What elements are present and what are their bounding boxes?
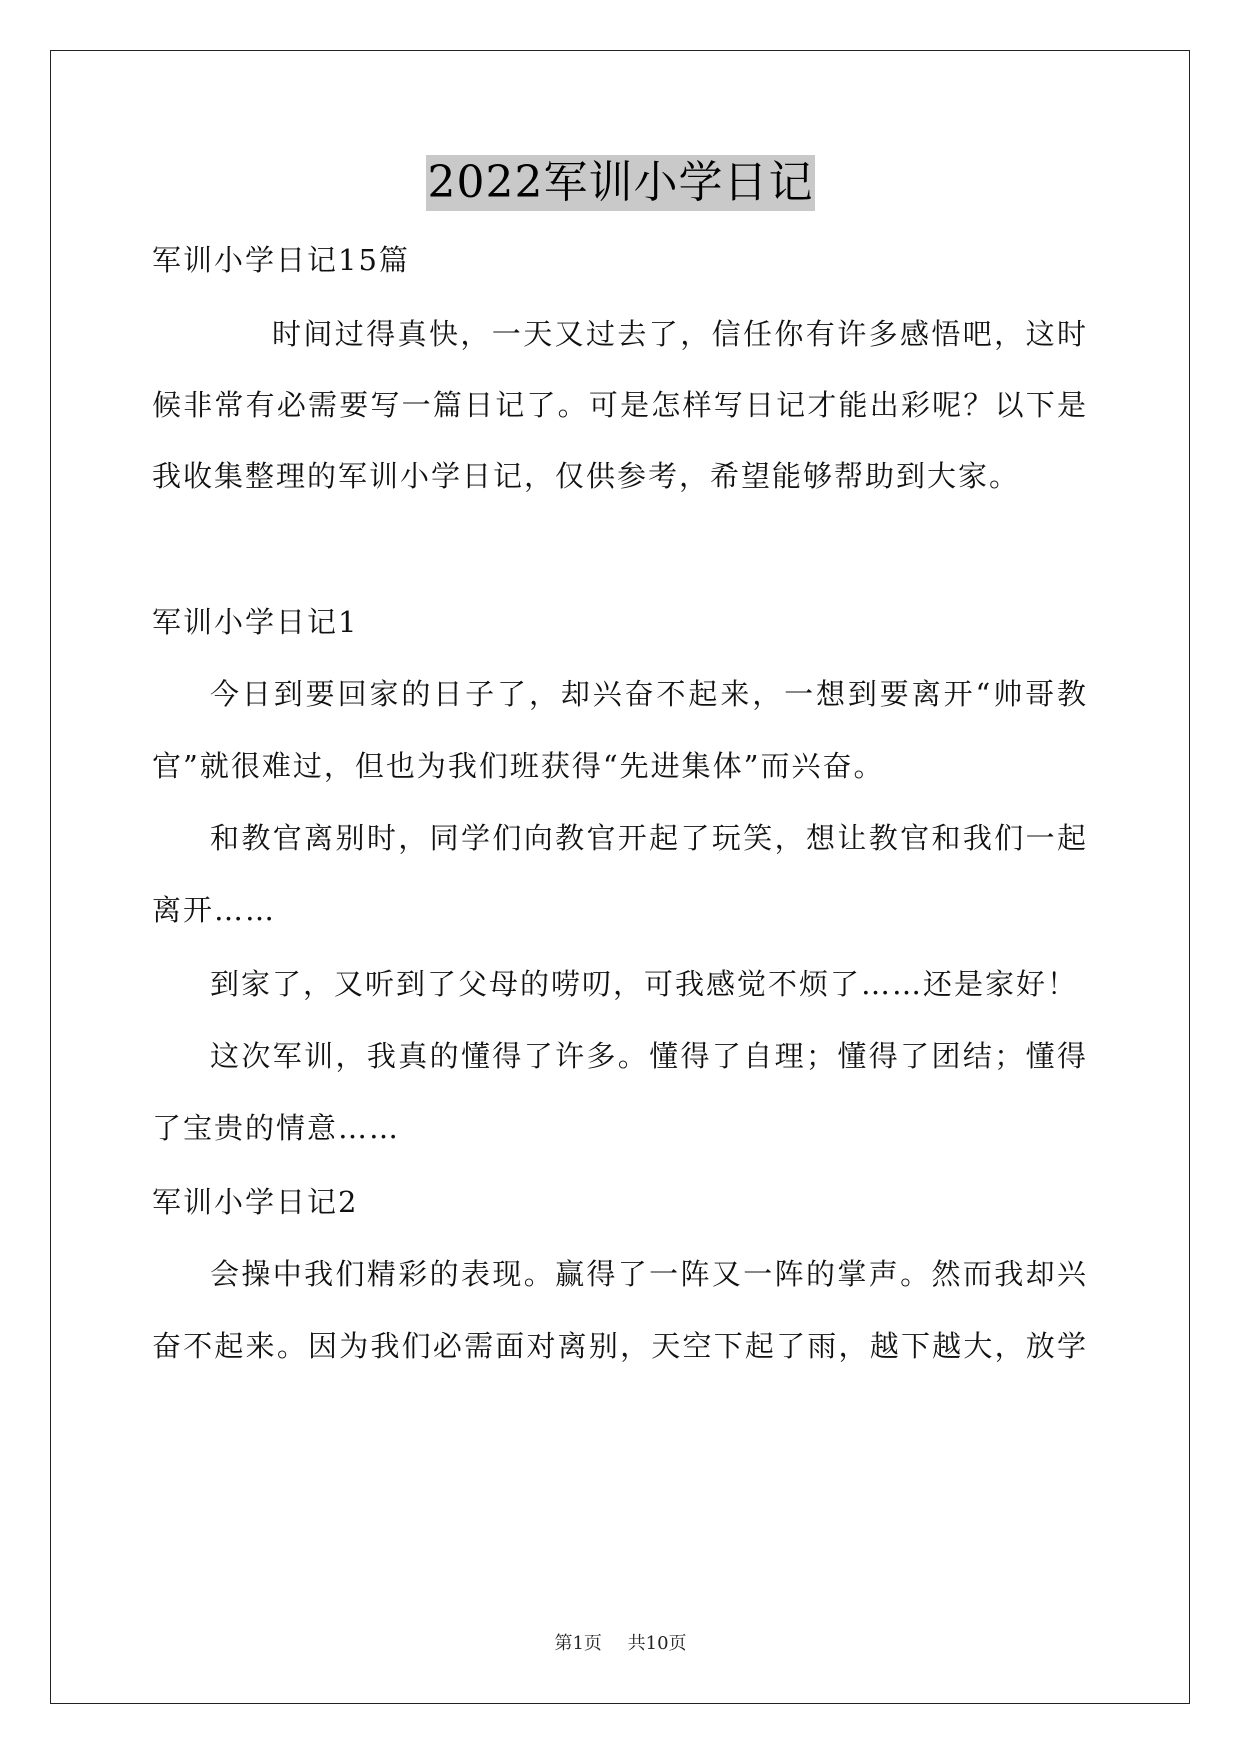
paragraph-line: 到家了，又听到了父母的唠叨，可我感觉不烦了……还是家好！ <box>210 967 1079 1001</box>
page-footer <box>0 1632 1241 1656</box>
subtitle-line: 军训小学日记15篇 <box>152 243 410 277</box>
paragraph-line: 这次军训，我真的懂得了许多。懂得了自理；懂得了团结；懂得 <box>210 1039 1088 1073</box>
page-number: 第1页 <box>554 1633 602 1654</box>
title-container <box>0 155 1241 211</box>
page-border <box>50 50 1190 1704</box>
paragraph-line: 奋不起来。因为我们必需面对离别，天空下起了雨，越下越大，放学 <box>152 1329 1088 1363</box>
paragraph-line: 了宝贵的情意…… <box>152 1111 401 1145</box>
section-heading: 军训小学日记2 <box>152 1185 359 1219</box>
paragraph-line: 我收集整理的军训小学日记，仅供参考，希望能够帮助到大家。 <box>152 459 1021 493</box>
paragraph-line: 时间过得真快，一天又过去了，信任你有许多感悟吧，这时 <box>272 317 1088 351</box>
paragraph-line: 今日到要回家的日子了，却兴奋不起来，一想到要离开“帅哥教 <box>210 677 1088 711</box>
section-heading: 军训小学日记1 <box>152 605 359 639</box>
document-title: 2022军训小学日记 <box>426 155 816 211</box>
page-total: 共10页 <box>627 1633 687 1654</box>
paragraph-line: 候非常有必需要写一篇日记了。可是怎样写日记才能出彩呢？以下是 <box>152 388 1088 422</box>
paragraph-line: 和教官离别时，同学们向教官开起了玩笑，想让教官和我们一起 <box>210 821 1088 855</box>
paragraph-line: 会操中我们精彩的表现。赢得了一阵又一阵的掌声。然而我却兴 <box>210 1257 1088 1291</box>
paragraph-line: 离开…… <box>152 893 277 927</box>
paragraph-line: 官”就很难过，但也为我们班获得“先进集体”而兴奋。 <box>152 749 885 783</box>
